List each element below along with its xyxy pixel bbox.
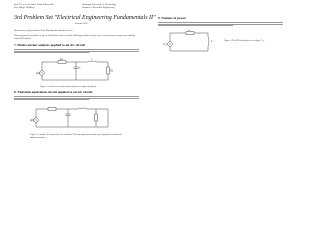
header-left-line-1: Prof. Dr. rer. nat. habil. Frank Kaiserrodt bbox=[14, 3, 53, 6]
fig1-l-label: L bbox=[91, 58, 93, 61]
header-left-line-2: Prof Holger Hellberg bbox=[14, 5, 35, 9]
section-7-text bbox=[14, 48, 139, 54]
header-right-line-1: Hamburg University of Technology bbox=[82, 3, 117, 6]
document-date: Summer 2021 bbox=[75, 23, 88, 25]
figure-1-caption: Figure 1: a circuit for a mesh-current analysis for a given frequency. bbox=[40, 86, 97, 88]
page-title: 3rd Problem Set "Electrical Engineering Fundamentals II" bbox=[14, 15, 156, 21]
figure-1-circuit bbox=[36, 58, 116, 84]
figure-3-circuit bbox=[162, 30, 222, 54]
note-2: Please prepare the problems in group. Submit their answers online. Marking problems in your own is not necessary in exam your marking using QPB (below). bbox=[14, 35, 136, 40]
fig1-c-label: C bbox=[79, 66, 81, 70]
figure-2-circuit bbox=[30, 106, 115, 130]
section-7-heading: 7. Mesh-current analysis applied to an AC circuit bbox=[14, 43, 86, 47]
note-1: Short answer of the problems. Note: Marking the solution cost you. bbox=[14, 30, 73, 32]
section-9-text bbox=[158, 21, 283, 27]
fig1-r2-label: R2 bbox=[110, 69, 114, 73]
header-left bbox=[14, 4, 53, 10]
fig3-l-label: L bbox=[211, 40, 213, 43]
fig1-r1-label: R1 bbox=[60, 58, 64, 61]
figure-3-caption: Figure 3: The RL Delta subject to a voltage U_s. bbox=[224, 40, 265, 42]
section-8-text bbox=[14, 95, 139, 101]
fig3-source-label: U_s bbox=[163, 43, 168, 46]
figure-2-caption: Figure 2: A simple AC circuit where the method of Thévenin equivalent circuits can be applied to calculate the unknown current i_x. bbox=[30, 134, 122, 139]
fig3-r-label: R bbox=[188, 30, 190, 33]
header-right bbox=[82, 4, 116, 10]
header-right-line-2: Institute of Electrical Engineering bbox=[82, 5, 115, 9]
section-9-heading: 9. Notions of power bbox=[158, 16, 187, 20]
fig2-source-label: u(t) bbox=[30, 119, 34, 122]
section-8-heading: 8. Thévenin equivalent circuit applied to an AC circuit bbox=[14, 90, 93, 94]
fig1-source-label: u(t) bbox=[36, 72, 40, 75]
